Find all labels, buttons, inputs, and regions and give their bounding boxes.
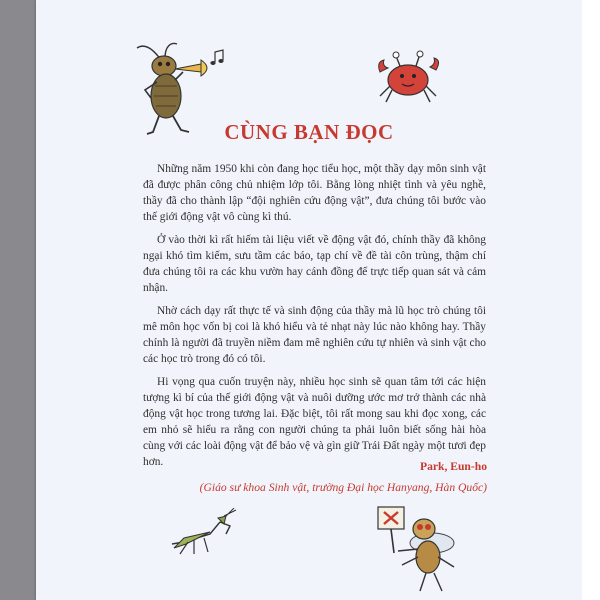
page-margin	[582, 0, 600, 600]
paragraph: Những năm 1950 khi còn đang học tiểu học, một thầy dạy môn sinh vật đã được phân công chủ nhiệm lớp tôi. Bằng lòng nhiệt tình và yêu nghề, thầy đã cho thành lập “đội nghiên cứu động vật”, đưa chúng tôi bước vào thế giới động vật vô cùng kì thú.	[143, 163, 486, 223]
praying-mantis-icon	[164, 508, 254, 556]
book-page	[36, 0, 582, 600]
paragraph: Hi vọng qua cuốn truyện này, nhiều học sinh sẽ quan tâm tới các hiện tượng kì bí của thế giới động vật và nuôi dưỡng ước mơ trở thành các nhà động vật học trong tương lai. Đặc biệt, tôi rất mong sau khi đọc xong, các em nhỏ sẽ hiểu ra rằng con người chúng ta phải luôn biết sống hài hòa cùng với các loài động vật để bảo vệ và gìn giữ Trái Đất ngày một tươi đẹp hơn.	[143, 376, 486, 468]
page-title: CÙNG BẠN ĐỌC	[224, 120, 394, 144]
red-crab-icon	[374, 50, 444, 110]
fly-with-sign-icon	[376, 505, 476, 597]
author-affiliation: (Giáo sư khoa Sinh vật, trường Đại học Hanyang, Hàn Quốc)	[199, 481, 487, 494]
author-name: Park, Eun-ho	[419, 460, 487, 473]
paragraph: Ở vào thời kì rất hiếm tài liệu viết về động vật đó, chính thầy đã không ngại khó tìm kiếm, sưu tầm các báo, tạp chí về đề tài côn trùng, thậm chí đưa chúng tôi ra các khu vườn hay cánh đồng để trực tiếp quan sát và cảm nhận.	[143, 234, 486, 294]
body-text	[143, 161, 486, 477]
paragraph: Nhờ cách dạy rất thực tế và sinh động của thầy mà lũ học trò chúng tôi mê môn học vốn bị coi là khó hiểu và tẻ nhạt này lúc nào không hay. Thầy chính là người đã truyền niềm đam mê nghiên cứu tự nhiên và sinh vật cho các học trò trong đó có tôi.	[143, 305, 486, 365]
